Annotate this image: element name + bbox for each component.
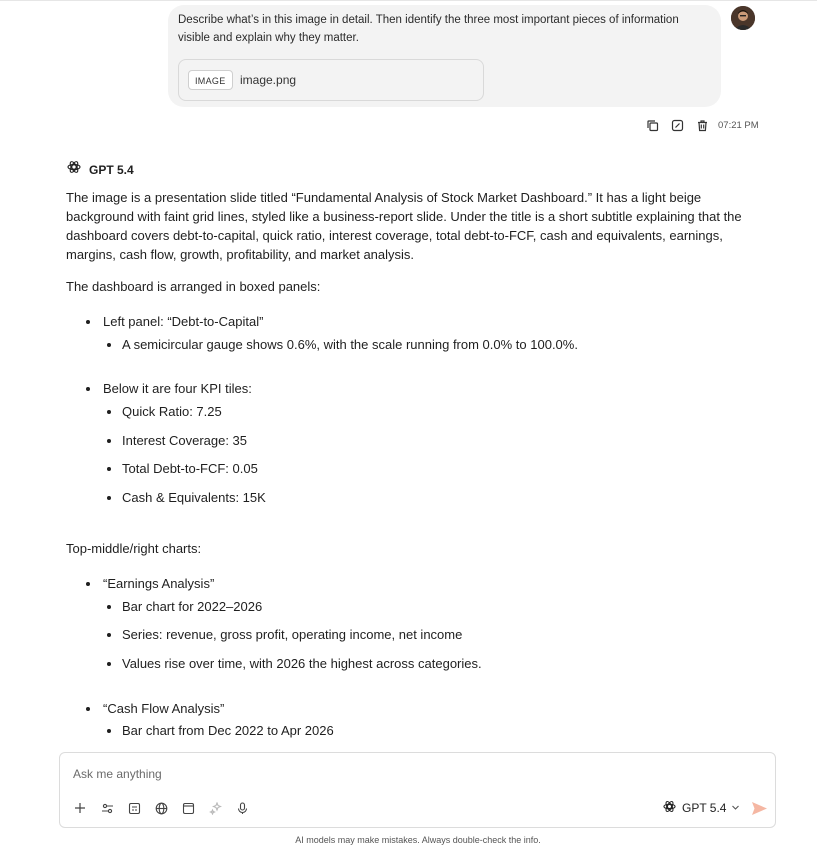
answer-panels-intro: The dashboard is arranged in boxed panels: bbox=[66, 279, 321, 294]
copy-icon[interactable] bbox=[644, 117, 660, 133]
square-icon[interactable] bbox=[179, 799, 197, 817]
list-item: “Earnings Analysis” bbox=[103, 576, 215, 591]
send-arrow-icon bbox=[751, 801, 768, 816]
assistant-header bbox=[67, 160, 134, 179]
settings-sliders-icon[interactable] bbox=[98, 799, 116, 817]
list-item: Bar chart from Dec 2022 to Apr 2026 bbox=[122, 723, 334, 738]
calculator-icon[interactable] bbox=[125, 799, 143, 817]
chat-input[interactable] bbox=[73, 765, 673, 783]
assistant-model-name: GPT 5.4 bbox=[89, 162, 134, 177]
message-timestamp: 07:21 PM bbox=[718, 119, 759, 131]
microphone-icon[interactable] bbox=[233, 799, 251, 817]
attachment-chip[interactable] bbox=[178, 59, 484, 101]
user-message-text: Describe what’s in this image in detail. Then identify the three most important pieces of information visible and explain why they matter. bbox=[178, 14, 679, 44]
message-actions bbox=[644, 117, 759, 133]
list-item: Below it are four KPI tiles: bbox=[103, 381, 252, 396]
answer-intro: The image is a presentation slide titled “Fundamental Analysis of Stock Market Dashboard.” It has a light beige background with faint grid lines, styled like a business-report slide. Under the title is a short subtitle explaining that the dashboard covers debt-to-capital, quick ratio, interest coverage, total debt-to-FCF, cash and equivalents, earnings, margins, cash flow, growth, profitability, and market analysis. bbox=[66, 190, 742, 262]
trash-icon[interactable] bbox=[694, 117, 710, 133]
top-divider bbox=[0, 0, 817, 1]
list-item: Total Debt-to-FCF: 0.05 bbox=[122, 461, 258, 476]
chat-composer bbox=[59, 752, 776, 828]
send-button[interactable] bbox=[749, 798, 769, 818]
list-item: Left panel: “Debt-to-Capital” bbox=[103, 314, 264, 329]
plus-icon[interactable] bbox=[71, 799, 89, 817]
user-message-bubble bbox=[168, 5, 721, 107]
list-item: Interest Coverage: 35 bbox=[122, 433, 248, 448]
model-selector-label: GPT 5.4 bbox=[682, 801, 727, 815]
composer-toolbar bbox=[71, 799, 260, 817]
attachment-filename: image.png bbox=[240, 73, 297, 87]
list-item: Values rise over time, with 2026 the highest across categories. bbox=[122, 656, 482, 671]
list-item: Quick Ratio: 7.25 bbox=[122, 404, 222, 419]
chevron-down-icon bbox=[731, 801, 740, 815]
openai-logo-icon bbox=[67, 160, 81, 179]
list-item: Bar chart for 2022–2026 bbox=[122, 599, 263, 614]
model-selector[interactable] bbox=[663, 800, 740, 816]
openai-logo-icon bbox=[663, 800, 676, 816]
list-item: A semicircular gauge shows 0.6%, with the scale running from 0.0% to 100.0%. bbox=[122, 337, 578, 352]
globe-icon[interactable] bbox=[152, 799, 170, 817]
answer-charts-intro: Top-middle/right charts: bbox=[66, 541, 202, 556]
list-item: “Cash Flow Analysis” bbox=[103, 701, 225, 716]
avatar bbox=[731, 6, 755, 30]
attachment-type-badge: IMAGE bbox=[188, 70, 233, 90]
edit-icon[interactable] bbox=[669, 117, 685, 133]
sparkle-icon[interactable] bbox=[206, 799, 224, 817]
list-item: Series: revenue, gross profit, operating income, net income bbox=[122, 627, 463, 642]
list-item: Cash & Equivalents: 15K bbox=[122, 490, 266, 505]
disclaimer: AI models may make mistakes. Always double-check the info. bbox=[295, 835, 541, 845]
